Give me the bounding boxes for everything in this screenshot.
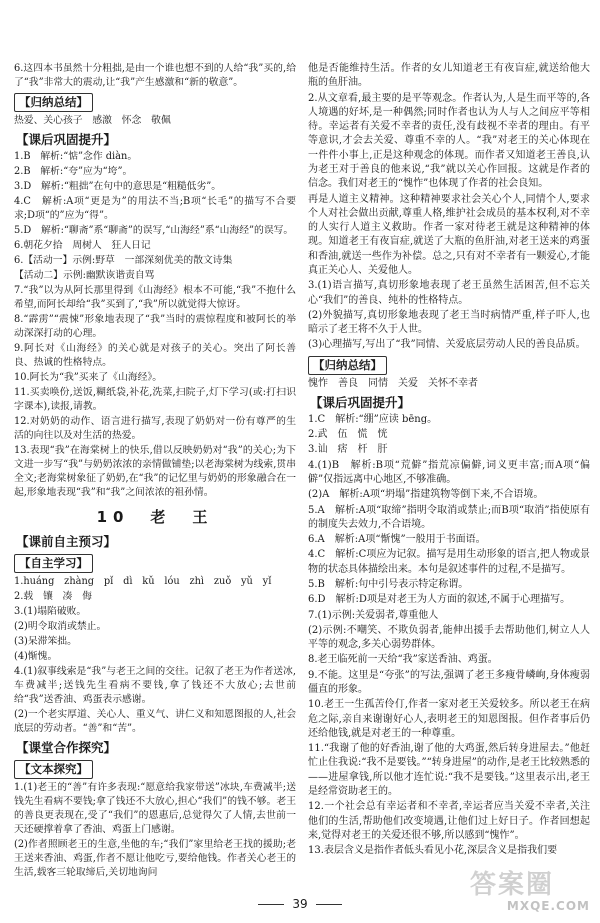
answer-item: 11.买卖唤份,送饭,糊纸袋,补花,洗菜,扫院子,灯下学习(或:打扫识字课本),读报,请教。: [14, 387, 296, 412]
answer-item: 4.(1)B 解析:B项“荒僻”指荒凉偏僻,词义更丰富;而A项“偏僻”仅指远离中心地区,不够准确。: [308, 459, 590, 486]
answer-item: 1.huáng zhàng pǐ dì kǔ lóu zhì zuǒ yǔ yǐ: [14, 576, 272, 587]
answer-item: 6.朝花夕拾 周树人 狂人日记: [14, 240, 151, 251]
paragraph: 3.(1)语言描写,真切形象地表现了老王虽然生活困苦,但不忘关心“我们”的善良、纯朴的性格特点。: [308, 280, 590, 306]
in-class-heading: 【课堂合作探究】: [16, 740, 117, 755]
text-exploration-answers: [14, 781, 296, 880]
answer-item: 12.一个社会总有幸运者和不幸者,幸运者应当关爱不幸者,关注他们的生活,帮助他们改变境遇,让他们过上好日子。作者回想起来,觉得对老王的关爱还很不够,所以感到“愧怍”。: [308, 801, 590, 841]
answer-item: 3.(1)塌陷破败。: [14, 606, 87, 617]
right-column: [308, 62, 590, 859]
paragraph: (3)心理描写,写出了“我”同情、关爱底层劳动人民的善良品质。: [308, 339, 586, 351]
chapter-title: 10 老 王: [96, 508, 214, 526]
answer-item: 6.【活动一】示例:野草 一部深刻优美的散文诗集: [14, 255, 233, 266]
page-number: 39: [0, 897, 600, 911]
right-summary-words: 愧怍 善良 同情 关爱 关怀不幸者: [308, 377, 478, 389]
answer-item: 4.C 解析:C项应为记叙。描写是用生动形象的语言,把人物或景物的状态具体描绘出来。本句是叙述事件的过程,不是描写。: [308, 549, 590, 575]
answer-item: 5.A 解析:A项“取缔”指明令取消或禁止;而B项“取消”指使原有的制度失去效力,不合语境。: [308, 504, 590, 530]
answer-item: 13.表现“我”在海棠树上的快乐,借以反映奶奶对“我”的关心;为下文进一步写“我”与奶奶浓浓的亲情做铺垫;以老海棠树为线索,贯串全文;老海棠树象征了奶奶,在“我”的记忆里与奶奶的形象融合在一起,形象地表现“我”和“我”之间浓浓的祖孙情。: [14, 445, 296, 498]
answer-item: 8.“霹雳”“震悚”形象地表现了“我”当时的震惊程度和被阿长的举动深深打动的心理。: [14, 314, 296, 339]
left-column: [14, 62, 296, 881]
watermark-text: 答案圈: [470, 870, 555, 900]
paragraph: 再是人道主义精神。这种精神要求社会关心个人,同情个人,要求个人对社会做出贡献,尊重人格,维护社会成员的基本权利,对不幸的人实行人道主义救助。作者一家对待老王就是这种精神的体现。知道老王有夜盲症,就送了大瓶的鱼肝油,对老王送来的鸡蛋和香油,就送一些作为补偿。总之,只有对不幸者有一颗爱心,才能真正关心人、关爱他人。: [308, 193, 590, 276]
answer-item: 1.B 解析:“惦”念作 diàn。: [14, 151, 138, 162]
answer-item: 11.“我谢了他的好香油,谢了他的大鸡蛋,然后转身进屋去。”他赶忙止住我说:“我不是要钱。”“转身进屋”的动作,是老王比较熟悉的——进屋拿钱,所以他才连忙说:“我不是要钱。”这里表示出,老王是经常资助老王的。: [308, 743, 590, 797]
answer-item: 5.B 解析:句中引号表示特定称谓。: [308, 579, 469, 590]
answer-item: 4.(1)叙事线索是“我”与老王之间的交往。记叙了老王为作者送冰,车费减半;送钱先生看病不要钱,拿了钱还不大放心;去世前给“我”送香油、鸡蛋表示感谢。: [14, 666, 296, 705]
answer-item: (2)A 解析:A项“坍塌”指建筑物等倒下来,不合语境。: [308, 489, 544, 501]
paragraph: 1.(1)老王的“善”有许多表现:“愿意给我家带送”冰块,车费减半;送钱先生看病不要钱;拿了钱还不大放心,担心“我们”的钱不够。老王的善良更表现在,受了“我们”的恩惠后,总觉得欠了人情,去世前一天还硬撑着拿了香油、鸡蛋上门感谢。: [14, 782, 296, 835]
left-summary-heading: 【归纳总结】: [14, 93, 93, 112]
answer-item: 6.D 解析:D项是对老王为人方面的叙述,不属于心理描写。: [308, 594, 571, 606]
watermark-logo: [470, 871, 590, 917]
answer-item: 9.阿长对《山海经》的关心就是对孩子的关心。突出了阿长善良、热诚的性格特点。: [14, 343, 296, 368]
answer-item: 6.A 解析:A项“惭愧”一般用于书面语。: [308, 534, 486, 546]
answer-item: (2)一个老实厚道、关心人、重义气、讲仁义和知恩图报的人,社会底层的劳动者。“善”和“苦”。: [14, 709, 296, 734]
right-summary-heading: 【归纳总结】: [308, 356, 387, 375]
paragraph: 2.从文章看,最主要的是平等观念。作者认为,人是生而平等的,各人境遇的好坏,是一种偶然;同时作者也认为人与人之间应平等相待。幸运者有关爱不幸者的责任,没有歧视不幸者的理由。有平等意识,才会去关爱、尊重不幸的人。“我”对老王的关心体现在一件件小事上,正是这种观念的体现。而作者又知道老王善良,认为老王对于善良的他来说,“我”就以关心作回报。这就是作者的信念。我们对老王的“愧怍”也体现了作者的社会良知。: [308, 92, 590, 190]
left-top-paragraphs: [14, 62, 296, 90]
left-after-class-answers: [14, 150, 296, 500]
answer-item: 【活动二】示例:幽默诙谐责自骂: [14, 270, 155, 281]
paragraph: (2)外貌描写,真切形象地表现了老王当时病情严重,样子吓人,也暗示了老王将不久于人世。: [308, 309, 590, 336]
right-after-class-heading: 【课后巩固提升】: [310, 394, 411, 410]
answer-item: 12.对奶奶的动作、语言进行描写,表现了奶奶对一份有尊严的生活的向往以及对生活的热爱。: [14, 416, 296, 441]
watermark-url: MXQE.COM: [506, 899, 590, 913]
paragraph: (2)作者照顾老王的生意,坐他的车;“我们”家里给老王找的援助;老王送来香油、鸡蛋,作者不愿让他吃亏,要给他钱。作者关心老王的生活,载客三轮取缔后,关切地询问: [14, 839, 296, 878]
paragraph: 他是否能维持生活。作者的女儿知道老王有夜盲症,就送给他大瓶的鱼肝油。: [308, 63, 590, 89]
answer-item: (2)示例:不嘲笑、不欺负弱者,能伸出援手去帮助他们,树立人人平等的观念,多关心弱势群体。: [308, 624, 590, 651]
answer-item: 3.D 解析:“粗拙”在句中的意思是“粗糙低劣”。: [14, 181, 222, 192]
answer-item: 13.表层含义是指作者低头看见小花,深层含义是指我们要: [308, 845, 558, 857]
answer-item: 2.载 镶 凑 侮: [14, 591, 92, 602]
answer-item: 2.B 解析:“夸”应为“垮”。: [14, 166, 133, 177]
self-study-answers: [14, 575, 296, 736]
self-study-heading: 【自主学习】: [14, 554, 93, 573]
right-top-paragraphs: [308, 62, 590, 353]
answer-item: 2.武 伍 慌 恍: [308, 429, 388, 441]
answer-item: 3.讪 痞 杆 肝: [308, 444, 388, 456]
answer-item: 7.“我”以为从阿长那里得到《山海经》根本不可能,“我”不抱什么希望,而阿长却给“我”买到了,“我”所以就觉得大惊讶。: [14, 285, 296, 310]
answer-item: 9.不能。这里是“夸张”的写法,强调了老王多瘦骨嶙峋,身体瘦弱僵直的形象。: [308, 669, 590, 695]
right-after-class-answers: [308, 413, 590, 858]
answer-item: 10.阿长为“我”买来了《山海经》。: [14, 372, 163, 383]
left-after-class-heading: 【课后巩固提升】: [16, 132, 117, 147]
paragraph: 6.这四本书虽然十分粗拙,是由一个谁也想不到的人给“我”买的,给了“我”非常大的震动,让“我”产生感激和“新的敬意”。: [14, 63, 296, 88]
pre-class-heading: 【课前自主预习】: [16, 534, 117, 549]
answer-item: 10.老王一生孤苦伶仃,作者一家对老王关爱较多。所以老王在病危之际,亲自来谢谢好心人,表明老王的知恩图报。但作者事后仍还给他钱,就是对老王的一种尊重。: [308, 699, 590, 739]
answer-item: (2)明令取消或禁止。: [14, 621, 107, 632]
answer-item: 1.C 解析:“绷”应读 bēng。: [308, 413, 438, 425]
answer-item: 4.C 解析:A项“更是为”的用法不当;B项“长毛”的描写不合要求;D项“的”应为“得”。: [14, 196, 296, 221]
answer-item: (4)惭愧。: [14, 651, 58, 662]
answer-item: 8.老王临死前一天给“我”家送香油、鸡蛋。: [308, 654, 498, 666]
text-exploration-heading: 【文本探究】: [14, 760, 93, 779]
answer-item: 5.D 解析:“聊斋”系“聊斋”的误写,“山海经”系“山海经”的误写。: [14, 225, 294, 236]
left-summary-words: 热爱、关心孩子 感激 怀念 敬佩: [14, 115, 171, 126]
answer-item: (3)呆滞笨拙。: [14, 636, 77, 647]
answer-item: 7.(1)示例:关爱弱者,尊重他人: [308, 609, 449, 621]
